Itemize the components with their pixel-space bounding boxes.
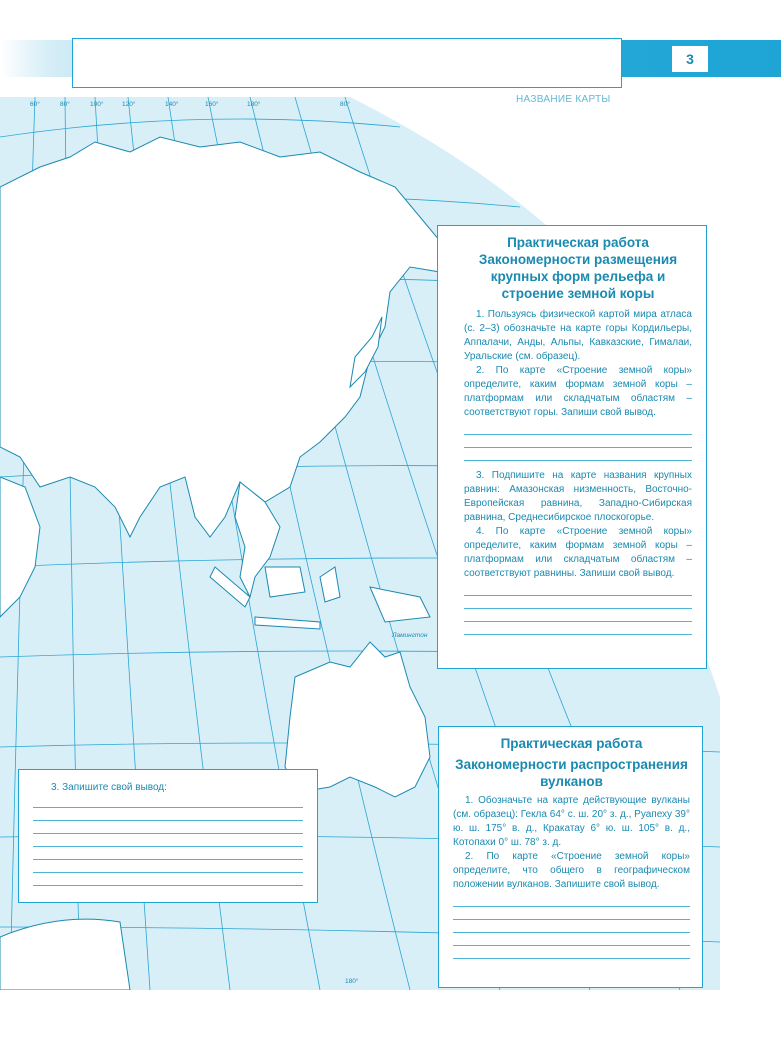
practical-work-2-kicker: Практическая работа xyxy=(500,736,643,751)
svg-text:120°: 120° xyxy=(122,101,136,108)
map-caption: НАЗВАНИЕ КАРТЫ xyxy=(516,94,611,105)
conclusion-task: 3. Запишите свой вывод: xyxy=(51,782,167,793)
svg-text:60°: 60° xyxy=(30,101,40,108)
practical-work-1-task-1: 1. Пользуясь физической картой мира атласа (с. 2–3) обозначьте на карте горы Кордильеры, Аппалачи, Анды, Альпы, Кавказские, Гималаи, Уральские (см. образец). xyxy=(464,309,692,362)
answer-lines-3[interactable] xyxy=(453,894,690,959)
degree-label-bottom: 180° xyxy=(345,978,359,985)
practical-work-1-task-4: 4. По карте «Строение земной коры» определите, каким формам земной коры – платформам или складчатым областям – соответствуют равнины. Запиши свой вывод. xyxy=(464,526,692,579)
svg-text:80°: 80° xyxy=(340,101,350,108)
answer-lines-1[interactable] xyxy=(464,422,692,461)
svg-text:100°: 100° xyxy=(90,101,104,108)
svg-text:160°: 160° xyxy=(205,101,219,108)
svg-text:80°: 80° xyxy=(60,101,70,108)
antarctica-land xyxy=(0,919,130,990)
place-label-lamington: Ламингтон xyxy=(392,632,428,639)
page-number: 3 xyxy=(672,46,708,72)
practical-work-2-panel xyxy=(438,726,703,988)
practical-work-1-panel xyxy=(437,225,707,669)
practical-work-2-title: Закономерности распространения вулканов xyxy=(455,757,688,789)
svg-text:140°: 140° xyxy=(165,101,179,108)
map-title-field[interactable] xyxy=(72,38,622,88)
practical-work-1-task-3: 3. Подпишите на карте названия крупных равнин: Амазонская низменность, Восточно-Европейская равнина, Западно-Сибирская равнина, Среднесибирское плоскогорье. xyxy=(464,470,692,523)
answer-lines-2[interactable] xyxy=(464,583,692,635)
svg-text:180°: 180° xyxy=(247,101,261,108)
practical-work-2-task-2: 2. По карте «Строение земной коры» определите, что общего в географическом положении вулканов. Запишите свой вывод. xyxy=(453,851,690,890)
practical-work-1-task-2: 2. По карте «Строение земной коры» определите, каким формам земной коры – платформам или складчатым областям – соответствуют горы. Запиши свой вывод. xyxy=(464,365,692,418)
practical-work-1-title: Закономерности размещения крупных форм рельефа и строение земной коры xyxy=(478,252,678,301)
conclusion-panel xyxy=(18,769,318,903)
practical-work-1-kicker: Практическая работа xyxy=(507,235,649,250)
answer-lines-4[interactable] xyxy=(33,795,303,886)
practical-work-2-task-1: 1. Обозначьте на карте действующие вулканы (см. образец): Гекла 64° с. ш. 20° з. д., Руапеху 39° ю. ш. 175° в. д., Кракатау 6° ю. ш. 105° в. д., Котопахи 0° ш. 78° з. д. xyxy=(453,795,690,848)
